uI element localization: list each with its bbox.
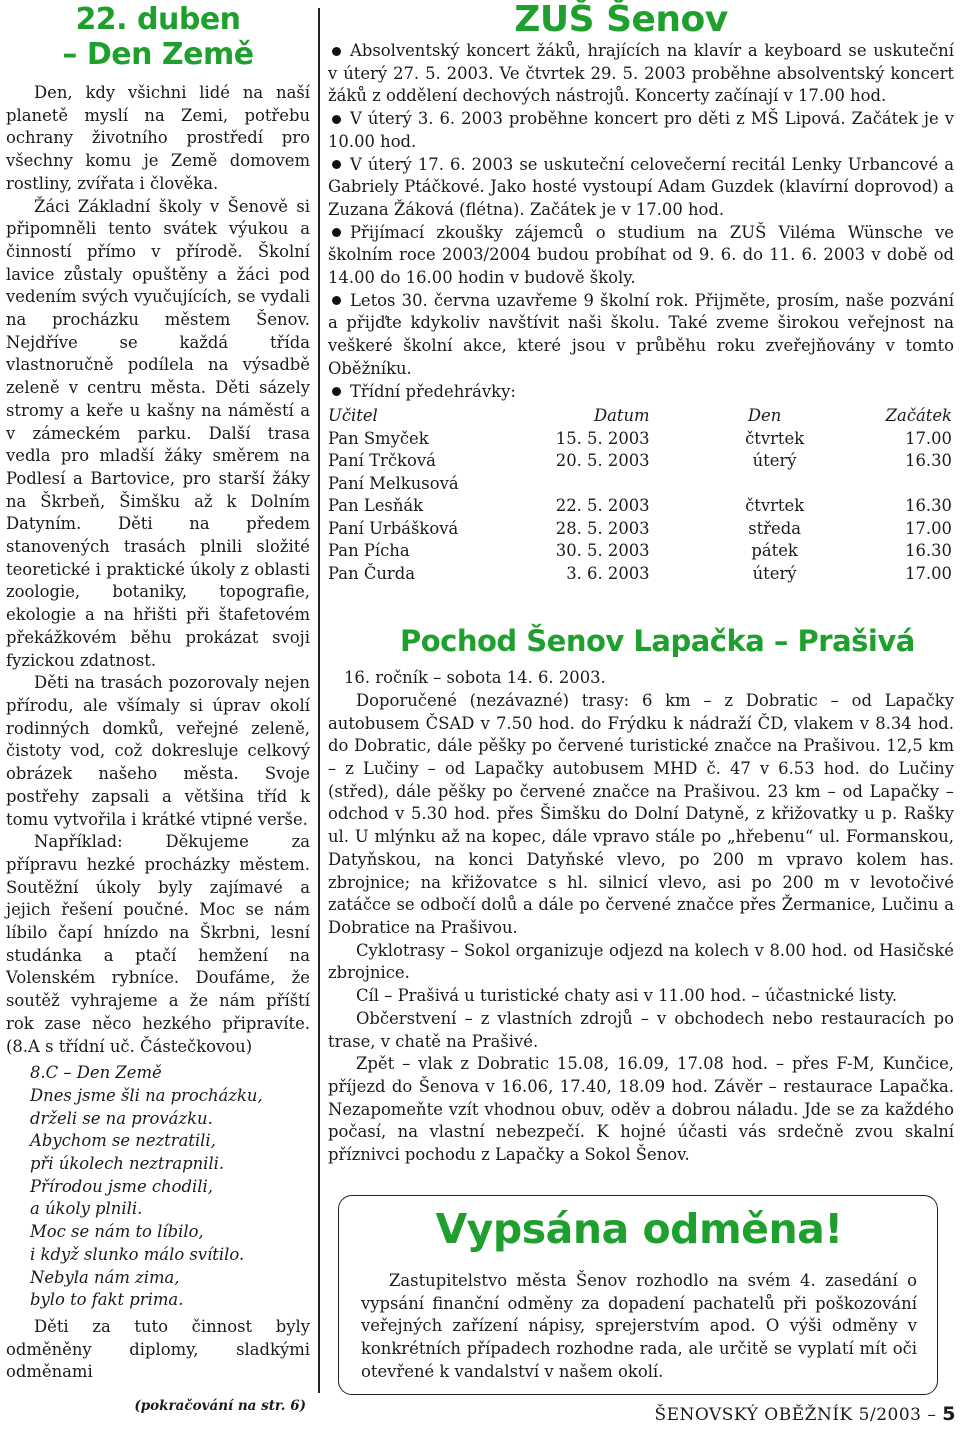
page-number: 5 bbox=[942, 1403, 956, 1425]
bullet-icon bbox=[332, 160, 341, 169]
cell: 15. 5. 2003 bbox=[555, 428, 650, 448]
continued-note: (pokračování na str. 6) bbox=[134, 1398, 306, 1415]
pochod-paragraph: Doporučené (nezávazné) trasy: 6 km – z Dobratic – od Lapačky autobusem ČSAD v 7.50 hod. do Frýdku k nádraží ČD, vlakem v 8.34 hod. do Dobratic, dále pěšky po červené turistické značce na Prašivou. 12,5 km – z Lučiny – od Lapačky autobusem MHD č. 47 v 6.53 hod. do Lučiny (střed), dále pěšky po červené značce na Prašivou. 23 km – od Lapačky – odchod v 5.30 hod. přes Šimšku do Dolní Datyně, z křižovatky u p. Rašky ul. U mlýnku až na kopec, dále vpravo stále po „hřebenu“ ul. Formanskou, Datyňskou, na konci Datyňské vlevo, po 200 m vpravo kolem has. zbrojnice; na křižovatce s hl. silnicí vlevo, asi po 200 m v levotočivé zatáčce se odbočí dolů a dále po červené značce přes Žermanice, Lučinu a Dobratice na Prašivou. bbox=[328, 690, 954, 937]
table-row bbox=[328, 518, 952, 541]
table-header-row bbox=[328, 405, 952, 428]
zus-bullet-text: V úterý 17. 6. 2003 se uskuteční celovečerní recitál Lenky Urbancové a Gabriely Ptáčkové. Jako hosté vystoupí Adam Guzdek (klavírní doprovod) a Zuzana Žáková (flétna). Začátek je v 17.00 hod. bbox=[328, 154, 954, 219]
cell: 16.30 bbox=[905, 451, 952, 471]
bullet-icon bbox=[332, 115, 341, 124]
column-divider bbox=[318, 8, 320, 1393]
cell: 16.30 bbox=[905, 496, 952, 516]
cell: úterý bbox=[752, 563, 797, 583]
cell: 17.00 bbox=[905, 428, 952, 448]
bullet-icon bbox=[332, 228, 341, 237]
den-zeme-article bbox=[6, 0, 310, 1415]
cell bbox=[840, 473, 952, 496]
zus-bullet bbox=[328, 381, 954, 404]
zus-bullet-text: V úterý 3. 6. 2003 proběhne koncert pro děti z MŠ Lipová. Začátek je v 10.00 hod. bbox=[328, 109, 954, 151]
cell bbox=[534, 473, 650, 496]
zus-bullet-text: Přijímací zkoušky zájemců o studium na ZUŠ Viléma Wünsche ve školním roce 2003/2004 budou probíhat od 9. 6. do 11. 6. 2003 v době od 14.00 do 16.00 hodin v budově školy. bbox=[328, 222, 954, 288]
pochod-title: Pochod Šenov Lapačka – Prašivá bbox=[400, 624, 915, 659]
zus-bullet bbox=[328, 154, 954, 222]
pochod-paragraph: Zpět – vlak z Dobratic 15.08, 16.09, 17.08 hod. – přes F-M, Kunčice, příjezd do Šenova v 16.06, 17.40, 18.09 hod. Závěr – restaurace Lapačka. Nezapomeňte vzít vhodnou obuv, oděv a dobrou náladu. Jde se za každého počasí, na vlastní nebezpečí. K hojné účasti vás srdečně zvou skalní příznivci pochodu z Lapačky a Sokol Šenov. bbox=[328, 1054, 954, 1165]
poem-line: při úkolech neztrapnili. bbox=[30, 1154, 225, 1174]
poem-line: 8.C – Den Země bbox=[30, 1063, 162, 1083]
zus-bullet-text: Absolventský koncert žáků, hrajících na klavír a keyboard se uskuteční v úterý 27. 5. 2003. Ve čtvrtek 29. 5. 2003 proběhne absolventský koncert žáků z oddělení dechových nástrojů. Koncerty začínají v 17.00 hod. bbox=[328, 41, 954, 106]
zus-bullet bbox=[328, 222, 954, 290]
table-row bbox=[328, 428, 952, 451]
cell: středa bbox=[748, 518, 802, 538]
cell: 22. 5. 2003 bbox=[555, 496, 650, 516]
right-column bbox=[328, 0, 954, 1400]
bullet-icon bbox=[332, 387, 341, 396]
cell: 17.00 bbox=[905, 563, 952, 583]
poem-line: Nebyla nám zima, bbox=[30, 1267, 180, 1287]
poem-line: bylo to fakt prima. bbox=[30, 1290, 184, 1310]
article-date: 22. duben bbox=[75, 2, 241, 37]
cell: 20. 5. 2003 bbox=[555, 451, 650, 471]
article-paragraph: Žáci Základní školy v Šenově si připomněli tento svátek výukou a činností přímo v přírodě. Školní lavice zůstaly opuštěny a žáci pod vedením svých vyučujících, se vydali na procházku městem Šenov. Nejdříve se každá třída vlastnoručně podílela na výsadbě zeleně v centru města. Děti sázely stromy a keře u kašny na náměstí a v zámeckém parku. Další trasa vedla pro mladší žáky směrem na Podlesí a Bartovice, pro starší žáky na Škrbeň, Šimšku až k Dolním Datyním. Děti na předem stanovených trasách plnili složité teoretické i praktické úkoly z oblasti zoologie, botaniky, topografie, ekologie a na hřišti při štafetovém překážkovém běhu prokázat svoji fyzickou zdatnost. bbox=[6, 196, 310, 670]
page-footer bbox=[654, 1403, 956, 1425]
poem-line: drželi se na provázku. bbox=[30, 1108, 213, 1128]
poem-line: a úkoly plnili. bbox=[30, 1199, 143, 1219]
bullet-icon bbox=[332, 296, 341, 305]
cell: Pan Pícha bbox=[328, 541, 410, 561]
pochod-paragraph: Cyklotrasy – Sokol organizuje odjezd na kolech v 8.00 hod. od Hasičské zbrojnice. bbox=[328, 940, 954, 983]
cell: Pan Čurda bbox=[328, 563, 416, 583]
col-header: Učitel bbox=[328, 406, 378, 426]
cell: 16.30 bbox=[905, 541, 952, 561]
table-row bbox=[328, 563, 952, 586]
table-row bbox=[328, 540, 952, 563]
zus-title: ZUŠ Šenov bbox=[514, 0, 728, 40]
article-title: – Den Země bbox=[62, 37, 254, 72]
cell: 28. 5. 2003 bbox=[555, 518, 650, 538]
col-header: Den bbox=[747, 406, 782, 426]
cell: Pan Lesňák bbox=[328, 496, 424, 516]
table-row bbox=[328, 495, 952, 518]
table-row bbox=[328, 473, 952, 496]
reward-text: Zastupitelstvo města Šenov rozhodlo na svém 4. zasedání o vypsání finanční odměny za dopadení pachatelů při poškozování veřejných zařízení nápisy, sprejerstvím apod. O výši odměny v konkrétních případech rozhodne rada, ale určitě se vyplatí mít oči otevřené k vandalství v našem okolí. bbox=[361, 1271, 917, 1381]
cell: čtvrtek bbox=[745, 428, 805, 448]
poem-line: Moc se nám to líbilo, bbox=[30, 1222, 204, 1242]
zus-bullet bbox=[328, 108, 954, 153]
cell: 17.00 bbox=[905, 518, 952, 538]
poem-line: Dnes jsme šli na procházku, bbox=[30, 1085, 263, 1105]
cell: Paní Trčková bbox=[328, 451, 436, 471]
article-paragraph: Například: Děkujeme za přípravu hezké procházky městem. Soutěžní úkoly byly zajímavé a jejich řešení poučné. Moc se nám líbilo čapí hnízdo na Škrbni, lesní studánka a ptačí hemžení na Volenském rybníce. Doufáme, že soutěž vyhrajeme a že nám příští rok zase něco hezkého připravíte. (8.A s třídní uč. Částečkovou) bbox=[6, 832, 310, 1056]
col-header: Datum bbox=[594, 406, 650, 426]
cell: Paní Urbášková bbox=[328, 518, 459, 538]
cell: 30. 5. 2003 bbox=[555, 541, 650, 561]
article-paragraph: Děti na trasách pozorovaly nejen přírodu, ale všímaly si úprav okolí rodinných domků, veřejné zeleně, čistoty vod, což dokresluje celkový obrázek našeho města. Svoje postřehy zapsali a většina tříd k tomu vytvořila i krátké vtipné verše. bbox=[6, 673, 310, 829]
pochod-paragraph: Občerstvení – z vlastních zdrojů – v obchodech nebo restauracích po trase, v chatě na Prašivé. bbox=[328, 1008, 954, 1051]
publication-name: ŠENOVSKÝ OBĚŽNÍK 5/2003 – bbox=[654, 1405, 937, 1425]
schedule-table bbox=[328, 405, 952, 585]
zus-bullet-text: Letos 30. června uzavřeme 9 školní rok. Přijměte, prosím, naše pozvání a přijďte kdykoliv navštívit naši školu. Také zveme širokou veřejnost na veškeré školní akce, které jsou v průběhu roku zveřejňovány v tomto Oběžníku. bbox=[328, 290, 954, 378]
cell bbox=[650, 473, 840, 496]
zus-bullet-text: Třídní předehrávky: bbox=[350, 381, 516, 401]
poem-line: Přírodou jsme chodili, bbox=[30, 1176, 213, 1196]
reward-title: Vypsána odměna! bbox=[435, 1205, 843, 1253]
poem-line: Abychom se neztratili, bbox=[30, 1131, 216, 1151]
table-row bbox=[328, 450, 952, 473]
bullet-icon bbox=[332, 47, 341, 56]
cell: pátek bbox=[751, 541, 798, 561]
cell: Paní Melkusová bbox=[328, 473, 459, 493]
reward-box bbox=[338, 1195, 938, 1395]
cell: úterý bbox=[752, 451, 797, 471]
pochod-paragraph: Cíl – Prašivá u turistické chaty asi v 11.00 hod. – účastnické listy. bbox=[356, 986, 898, 1006]
poem-line: i když slunko málo svítilo. bbox=[30, 1244, 245, 1264]
article-closing: Děti za tuto činnost byly odměněny diplomy, sladkými odměnami bbox=[6, 1316, 310, 1382]
cell: Pan Smyček bbox=[328, 428, 429, 448]
cell: 3. 6. 2003 bbox=[566, 563, 650, 583]
col-header: Začátek bbox=[885, 406, 952, 426]
article-paragraph: Den, kdy všichni lidé na naší planetě myslí na Zemi, potřebu ochrany životního prostředí pro všechny komu je Země domovem rostliny, zvířata i člověka. bbox=[6, 83, 310, 193]
pochod-paragraph: 16. ročník – sobota 14. 6. 2003. bbox=[344, 668, 606, 688]
zus-bullet bbox=[328, 40, 954, 108]
zus-bullet bbox=[328, 290, 954, 381]
poem bbox=[30, 1062, 310, 1312]
cell: čtvrtek bbox=[745, 496, 805, 516]
